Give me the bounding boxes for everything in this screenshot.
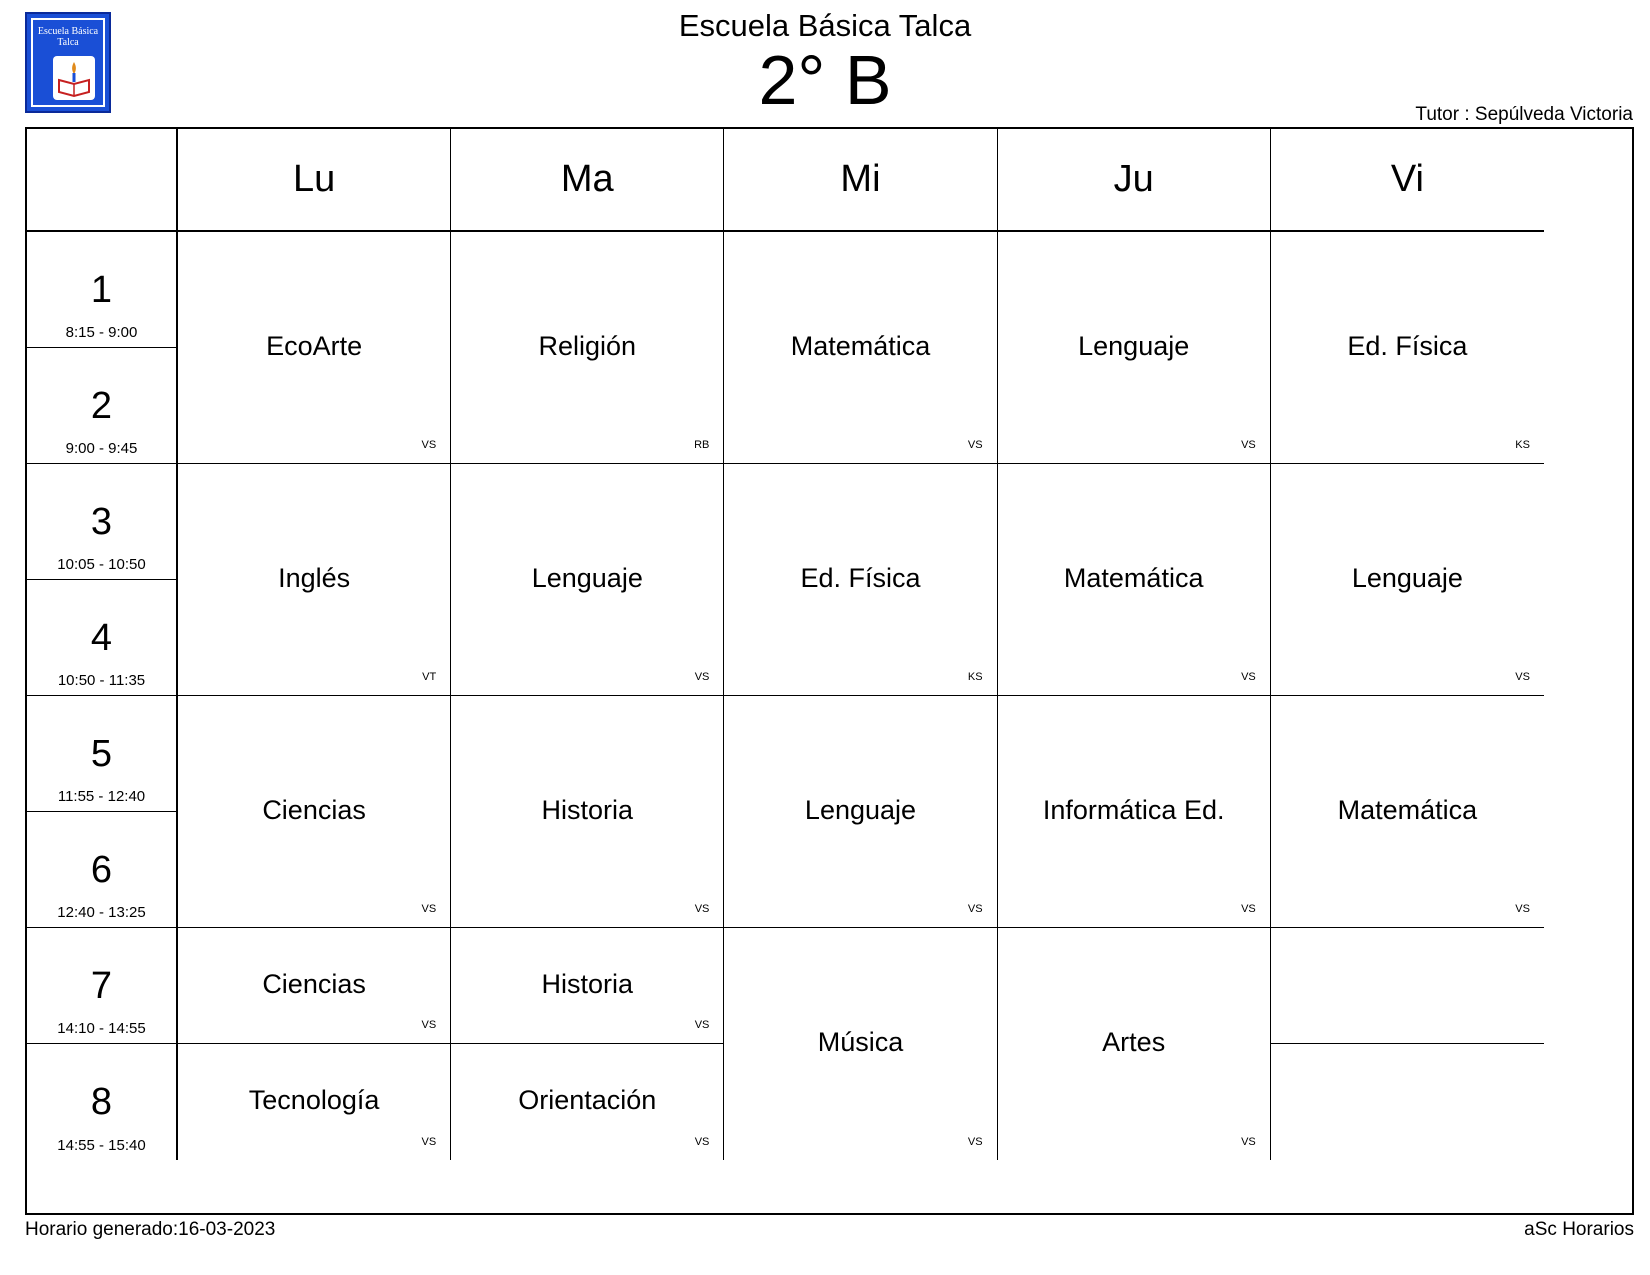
lesson-subject: Religión [538, 331, 637, 361]
lesson-teacher: VS [1515, 671, 1530, 683]
lesson-subject: Historia [541, 969, 634, 999]
logo-text: Escuela Básica Talca [37, 26, 99, 48]
lesson-subject: Ed. Física [800, 563, 921, 593]
period-time: 11:55 - 12:40 [57, 788, 146, 805]
lesson-subject: Ciencias [262, 969, 366, 999]
day-header: Mi [724, 129, 997, 232]
period-cell [27, 580, 178, 696]
lesson-teacher: VS [694, 1019, 710, 1031]
lesson-teacher: VS [1241, 903, 1256, 915]
lesson-cell [451, 928, 724, 1044]
lesson-subject: Historia [541, 795, 634, 825]
corner-cell [27, 129, 178, 232]
lesson-cell [1271, 928, 1544, 1044]
lesson-cell [1271, 696, 1544, 928]
lesson-subject: Lenguaje [531, 563, 643, 593]
lesson-subject: Lenguaje [1351, 563, 1463, 593]
generated-date: Horario generado:16-03-2023 [25, 1219, 276, 1240]
class-title: 2° B [758, 41, 892, 119]
lesson-cell [178, 464, 451, 696]
lesson-teacher: VS [967, 903, 983, 915]
period-time: 8:15 - 9:00 [65, 324, 138, 341]
lesson-teacher: KS [1515, 439, 1530, 451]
lesson-teacher: VS [694, 1136, 710, 1148]
lesson-subject: Artes [1102, 1027, 1166, 1057]
lesson-teacher: VS [694, 671, 710, 683]
day-header: Vi [1271, 129, 1544, 232]
period-number: 7 [90, 965, 113, 1007]
period-cell [27, 348, 178, 464]
period-cell [27, 232, 178, 348]
lesson-teacher: VS [1241, 1136, 1256, 1148]
lesson-teacher: VS [421, 439, 437, 451]
period-time: 14:55 - 15:40 [57, 1137, 146, 1154]
software-credit: aSc Horarios [1524, 1219, 1634, 1240]
period-number: 5 [90, 733, 113, 775]
lesson-cell [178, 928, 451, 1044]
lesson-cell [178, 696, 451, 928]
period-time: 10:05 - 10:50 [57, 556, 146, 573]
day-header: Ju [998, 129, 1271, 232]
lesson-teacher: VS [421, 1019, 437, 1031]
lesson-cell [724, 464, 997, 696]
day-header: Ma [451, 129, 724, 232]
period-time: 10:50 - 11:35 [57, 672, 146, 689]
tutor-label: Tutor : Sepúlveda Victoria [1415, 104, 1633, 125]
lesson-cell [1271, 232, 1544, 464]
lesson-subject: Tecnología [248, 1085, 380, 1115]
period-number: 8 [90, 1081, 113, 1123]
lesson-subject: Matemática [790, 331, 931, 361]
lesson-cell [451, 232, 724, 464]
period-time: 14:10 - 14:55 [57, 1020, 146, 1037]
period-cell [27, 928, 178, 1044]
period-cell [27, 696, 178, 812]
period-number: 6 [90, 849, 113, 891]
period-cell [27, 812, 178, 928]
lesson-teacher: VS [967, 439, 983, 451]
lesson-teacher: RB [694, 439, 710, 451]
lesson-subject: Matemática [1337, 795, 1478, 825]
lesson-teacher: VS [1515, 903, 1530, 915]
period-number: 1 [90, 269, 113, 311]
period-number: 4 [90, 617, 113, 659]
lesson-cell [724, 232, 997, 464]
lesson-cell [451, 464, 724, 696]
period-time: 9:00 - 9:45 [65, 440, 138, 457]
period-number: 3 [90, 501, 113, 543]
lesson-teacher: VS [1241, 671, 1256, 683]
lesson-cell [1271, 1044, 1544, 1160]
period-cell [27, 464, 178, 580]
period-number: 2 [90, 385, 113, 427]
lesson-cell [998, 232, 1271, 464]
school-title: Escuela Básica Talca [678, 8, 972, 43]
lesson-subject: Ed. Física [1347, 331, 1468, 361]
lesson-subject: Informática Ed. [1042, 795, 1225, 825]
lesson-subject: Lenguaje [1078, 331, 1190, 361]
lesson-cell [178, 1044, 451, 1160]
lesson-cell [451, 1044, 724, 1160]
lesson-subject: EcoArte [266, 331, 363, 361]
lesson-cell [724, 696, 997, 928]
lesson-subject: Matemática [1063, 563, 1204, 593]
lesson-cell [998, 928, 1271, 1160]
lesson-subject: Música [817, 1027, 904, 1057]
lesson-cell [998, 696, 1271, 928]
timetable-grid [25, 127, 1634, 1215]
lesson-teacher: KS [967, 671, 983, 683]
lesson-subject: Lenguaje [804, 795, 917, 825]
lesson-teacher: VT [422, 671, 437, 683]
lesson-cell [724, 928, 997, 1160]
lesson-cell [1271, 464, 1544, 696]
lesson-subject: Ciencias [262, 795, 366, 825]
lesson-subject: Inglés [278, 563, 351, 593]
lesson-cell [998, 464, 1271, 696]
lesson-teacher: VS [1241, 439, 1256, 451]
lesson-subject: Orientación [518, 1085, 657, 1115]
lesson-teacher: VS [421, 1136, 437, 1148]
day-header: Lu [178, 129, 451, 232]
lesson-cell [178, 232, 451, 464]
period-cell [27, 1044, 178, 1160]
lesson-cell [451, 696, 724, 928]
period-time: 12:40 - 13:25 [57, 904, 146, 921]
lesson-teacher: VS [694, 903, 710, 915]
lesson-teacher: VS [421, 903, 437, 915]
lesson-teacher: VS [967, 1136, 983, 1148]
